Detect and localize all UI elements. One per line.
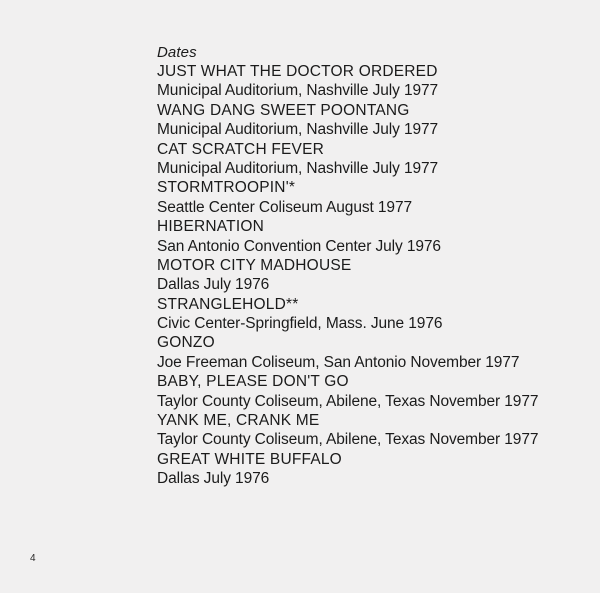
track-venue-date: Civic Center-Springfield, Mass. June 1976: [157, 315, 443, 333]
track-title: MOTOR CITY MADHOUSE: [157, 256, 352, 274]
track-entry: [157, 178, 577, 217]
track-title: CAT SCRATCH FEVER: [157, 140, 325, 158]
track-venue-date: Dallas July 1976: [157, 276, 270, 294]
page-number: 4: [30, 553, 36, 564]
track-title: GONZO: [157, 334, 215, 352]
track-venue-date: San Antonio Convention Center July 1976: [157, 237, 441, 255]
track-entry: [157, 295, 577, 334]
track-venue-date: Municipal Auditorium, Nashville July 1977: [157, 159, 439, 177]
track-title: STORMTROOPIN'*: [157, 179, 296, 197]
track-venue-date: Municipal Auditorium, Nashville July 1977: [157, 121, 439, 139]
track-entry: [157, 372, 577, 411]
dates-list: [157, 43, 577, 489]
track-entry: [157, 217, 577, 256]
track-title: YANK ME, CRANK ME: [157, 412, 320, 430]
track-entry: [157, 333, 577, 372]
track-title: HIBERNATION: [157, 218, 264, 236]
track-venue-date: Municipal Auditorium, Nashville July 1977: [157, 82, 439, 100]
track-venue-date: Joe Freeman Coliseum, San Antonio November 1977: [157, 353, 520, 371]
track-venue-date: Seattle Center Coliseum August 1977: [157, 198, 412, 216]
track-title: GREAT WHITE BUFFALO: [157, 450, 342, 468]
track-entry: [157, 101, 577, 140]
track-title: STRANGLEHOLD**: [157, 295, 299, 313]
track-venue-date: Taylor County Coliseum, Abilene, Texas November 1977: [157, 431, 539, 449]
track-title: WANG DANG SWEET POONTANG: [157, 101, 410, 119]
track-title: JUST WHAT THE DOCTOR ORDERED: [157, 63, 438, 80]
track-entry: [157, 62, 577, 101]
dates-heading: Dates: [157, 44, 197, 61]
track-entry: [157, 411, 577, 450]
track-venue-date: Taylor County Coliseum, Abilene, Texas November 1977: [157, 392, 539, 410]
track-entry: [157, 256, 577, 295]
track-entry: [157, 450, 577, 489]
track-title: BABY, PLEASE DON'T GO: [157, 373, 349, 391]
track-venue-date: Dallas July 1976: [157, 470, 270, 488]
track-entry: [157, 140, 577, 179]
